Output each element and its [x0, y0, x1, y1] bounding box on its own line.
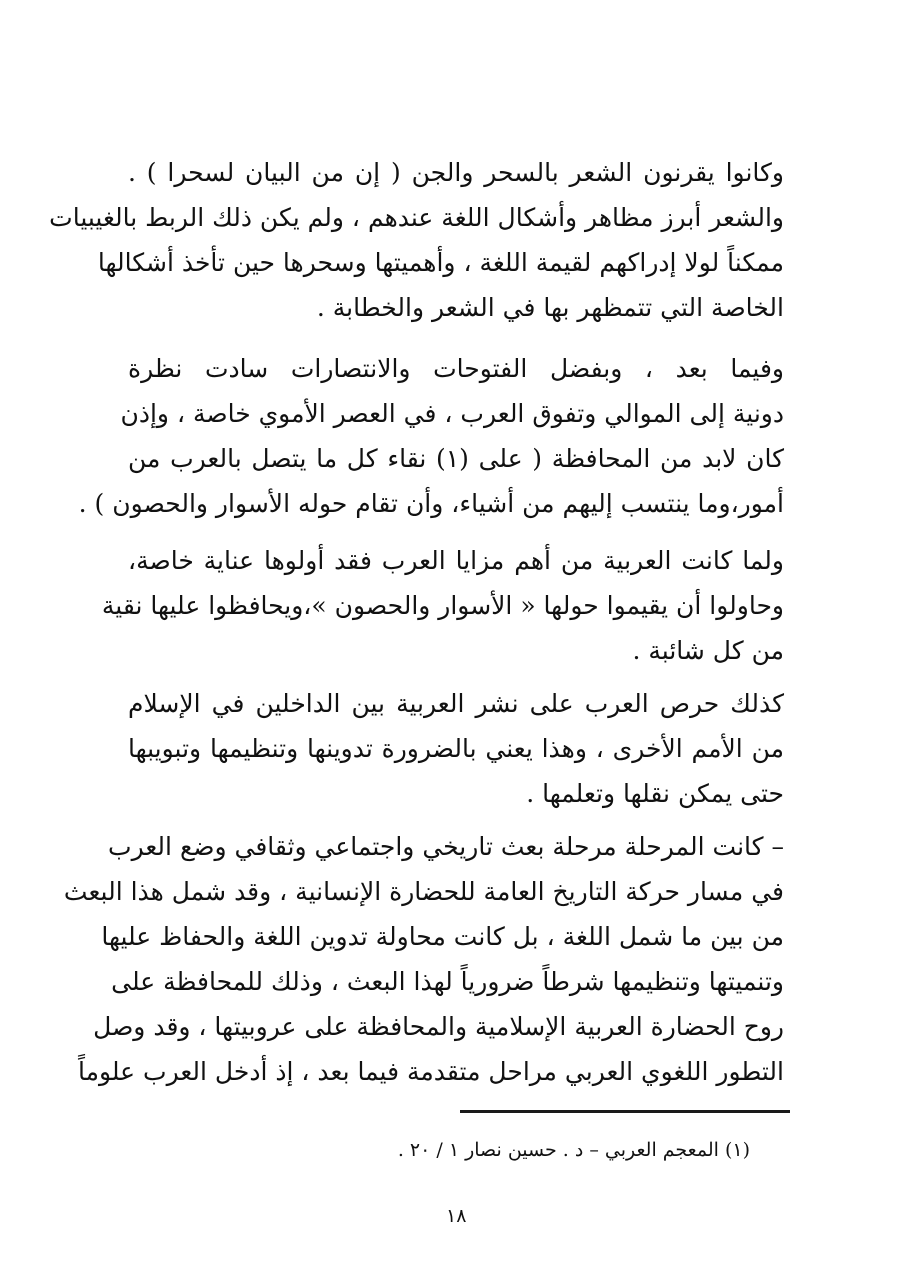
footnote: (١) المعجم العربي – د . حسين نصار ١ / ٢٠ .	[397, 1139, 750, 1161]
text-line: ممكناً لولا إدراكهم لقيمة اللغة ، وأهميتها وسحرها حين تأخذ أشكالها	[97, 248, 784, 277]
text-line: والشعر أبرز مظاهر وأشكال اللغة عندهم ، ولم يكن ذلك الربط بالغيبيات	[49, 203, 784, 232]
text-line: حتى يمكن نقلها وتعلمها .	[526, 779, 784, 808]
text-line: من الأمم الأخرى ، وهذا يعني بالضرورة تدوينها وتنظيمها وتبويبها	[128, 734, 784, 763]
paragraph-1	[49, 150, 784, 330]
text-line: – كانت المرحلة مرحلة بعث تاريخي واجتماعي وثقافي وضع العرب	[108, 832, 784, 861]
text-line: روح الحضارة العربية الإسلامية والمحافظة على عروبيتها ، وقد وصل	[93, 1012, 784, 1041]
text-line: وفيما بعد ، وبفضل الفتوحات والانتصارات سادت نظرة	[128, 354, 784, 383]
paragraph-2	[78, 346, 784, 526]
paragraph-5	[63, 824, 784, 1094]
text-line: في مسار حركة التاريخ العامة للحضارة الإنسانية ، وقد شمل هذا البعث	[63, 877, 784, 906]
text-line: من كل شائبة .	[632, 636, 784, 665]
text-line: وحاولوا أن يقيموا حولها « الأسوار والحصون »،ويحافظوا عليها نقية	[101, 591, 784, 620]
paragraph-4	[128, 681, 784, 816]
text-line: وتنميتها وتنظيمها شرطاً ضرورياً لهذا البعث ، وذلك للمحافظة على	[111, 967, 784, 996]
text-line: كذلك حرص العرب على نشر العربية بين الداخلين في الإسلام	[128, 689, 784, 718]
text-line: التطور اللغوي العربي مراحل متقدمة فيما بعد ، إذ أدخل العرب علوماً	[77, 1057, 784, 1086]
text-line: دونية إلى الموالي وتفوق العرب ، في العصر الأموي خاصة ، وإذن	[120, 399, 784, 428]
paragraph-3	[101, 538, 784, 673]
text-line: أمور،وما ينتسب إليهم من أشياء، وأن تقام حوله الأسوار والحصون ) .	[78, 489, 784, 518]
text-line: الخاصة التي تتمظهر بها في الشعر والخطابة .	[316, 293, 784, 322]
text-line: وكانوا يقرنون الشعر بالسحر والجن ( إن من البيان لسحرا ) .	[128, 158, 784, 187]
text-line: ولما كانت العربية من أهم مزايا العرب فقد أولوها عناية خاصة،	[128, 546, 784, 575]
text-line: من بين ما شمل اللغة ، بل كانت محاولة تدوين اللغة والحفاظ عليها	[101, 922, 784, 951]
page-number: ١٨	[446, 1205, 467, 1227]
footnote-divider	[460, 1110, 790, 1113]
text-line: كان لابد من المحافظة ( على (١) نقاء كل ما يتصل بالعرب من	[128, 444, 784, 473]
